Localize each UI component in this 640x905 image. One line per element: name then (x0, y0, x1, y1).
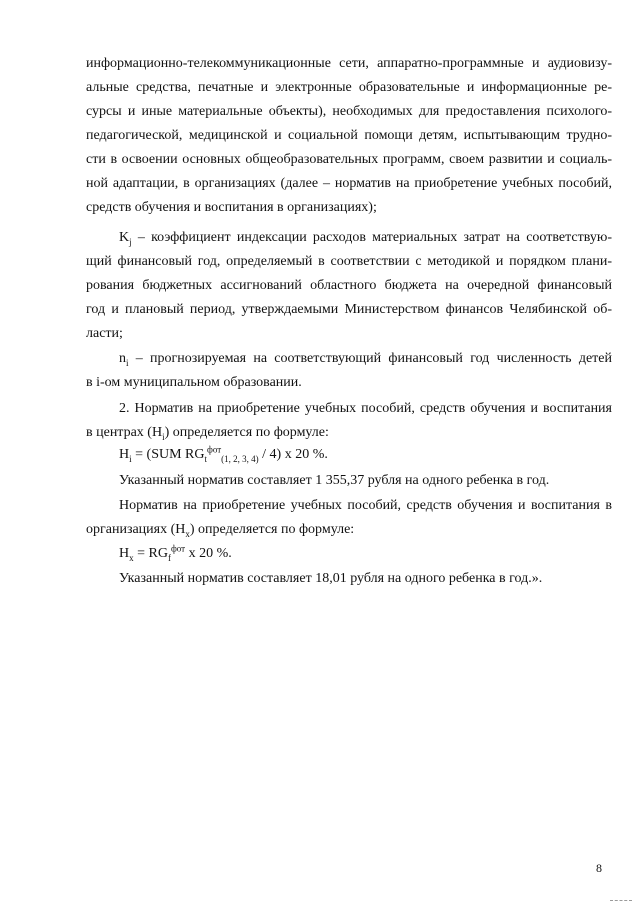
formula-superscript: фот (170, 543, 186, 554)
formula-line (86, 443, 612, 467)
paragraph-norm-organizations (86, 494, 612, 542)
text-line (86, 347, 612, 371)
definition-text: – прогнозируемая на соответствующий финансовый год численность детей (128, 351, 612, 366)
text-line: альные средства, печатные и электронные образовательные и информационные ре- (86, 80, 612, 95)
text-line (86, 421, 612, 445)
formula-part: x 20 %. (185, 546, 232, 561)
definition-text: – коэффициент индексации расходов материальных затрат на соответствую- (131, 230, 612, 245)
text-line: рования бюджетных ассигнований областного бюджета на очередной финансовый (86, 278, 612, 293)
text-line: ной адаптации, в организациях (далее – норматив на приобретение учебных пособий, (86, 176, 612, 191)
paragraph-norm-centers (86, 397, 612, 445)
formula-superscript: фот (207, 444, 222, 455)
text-line: 2. Норматив на приобретение учебных пособий, средств обучения и воспитания (119, 401, 612, 416)
text-line: сурсы и иные материальные объекты), необходимых для предоставления психолого- (86, 104, 612, 119)
text-line (86, 518, 612, 542)
text-line: Указанный норматив составляет 1 355,37 рубля на одного ребенка в год. (119, 473, 550, 488)
paragraph-kj-definition (86, 226, 612, 346)
formula-line (86, 542, 612, 566)
text-line: сти в освоении основных общеобразовательных программ, своем развитии и социаль- (86, 152, 612, 167)
formula-subscript: f (167, 552, 171, 563)
text-fragment: ) определяется по формуле: (189, 522, 355, 537)
text-line: в i-ом муниципальном образовании. (86, 375, 302, 390)
formula-part: H (119, 546, 130, 561)
paragraph-continuation (86, 52, 612, 220)
symbol-subscript: x (185, 528, 190, 539)
formula-part: = RG (133, 546, 168, 561)
text-line: щий финансовый год, определяемый в соответствии с методикой и порядком плани- (86, 254, 612, 269)
text-line: средств обучения и воспитания в организациях); (86, 200, 377, 215)
formula-subscript: i (129, 453, 132, 464)
page-number: 8 (596, 861, 602, 875)
paragraph-ni-definition (86, 347, 612, 395)
formula-subscript: (1, 2, 3, 4) (221, 453, 259, 464)
formula-part: H (119, 447, 130, 462)
scan-edge-mark (610, 900, 632, 901)
text-fragment: ) определяется по формуле: (164, 425, 329, 440)
text-line (86, 226, 612, 250)
text-line: Норматив на приобретение учебных пособий, средств обучения и воспитания в (119, 498, 612, 513)
formula-organizations (86, 542, 612, 566)
paragraph-norm-value-organizations (86, 567, 612, 591)
text-line: информационно-телекоммуникационные сети, аппаратно-программные и аудиовизу- (86, 56, 612, 71)
formula-subscript: x (129, 552, 134, 563)
symbol-n: n (119, 351, 126, 366)
formula-subscript: t (204, 453, 208, 464)
text-line: педагогической, медицинской и социальной помощи детям, испытывающим трудно- (86, 128, 612, 143)
text-fragment: в центрах (H (86, 425, 163, 440)
symbol-subscript: i (162, 431, 165, 442)
text-line: Указанный норматив составляет 18,01 рубля на одного ребенка в год.». (119, 571, 543, 586)
formula-part: = (SUM RG (131, 447, 205, 462)
symbol-k: K (119, 230, 130, 245)
text-line: ласти; (86, 326, 123, 341)
text-line: год и плановый период, утверждаемыми Министерством финансов Челябинской об- (86, 302, 612, 317)
formula-part: / 4) x 20 %. (258, 447, 328, 462)
paragraph-norm-value-centers (86, 469, 612, 493)
symbol-subscript: j (129, 236, 132, 247)
text-fragment: организациях (H (86, 522, 186, 537)
symbol-subscript: i (126, 357, 129, 368)
formula-centers (86, 443, 612, 467)
